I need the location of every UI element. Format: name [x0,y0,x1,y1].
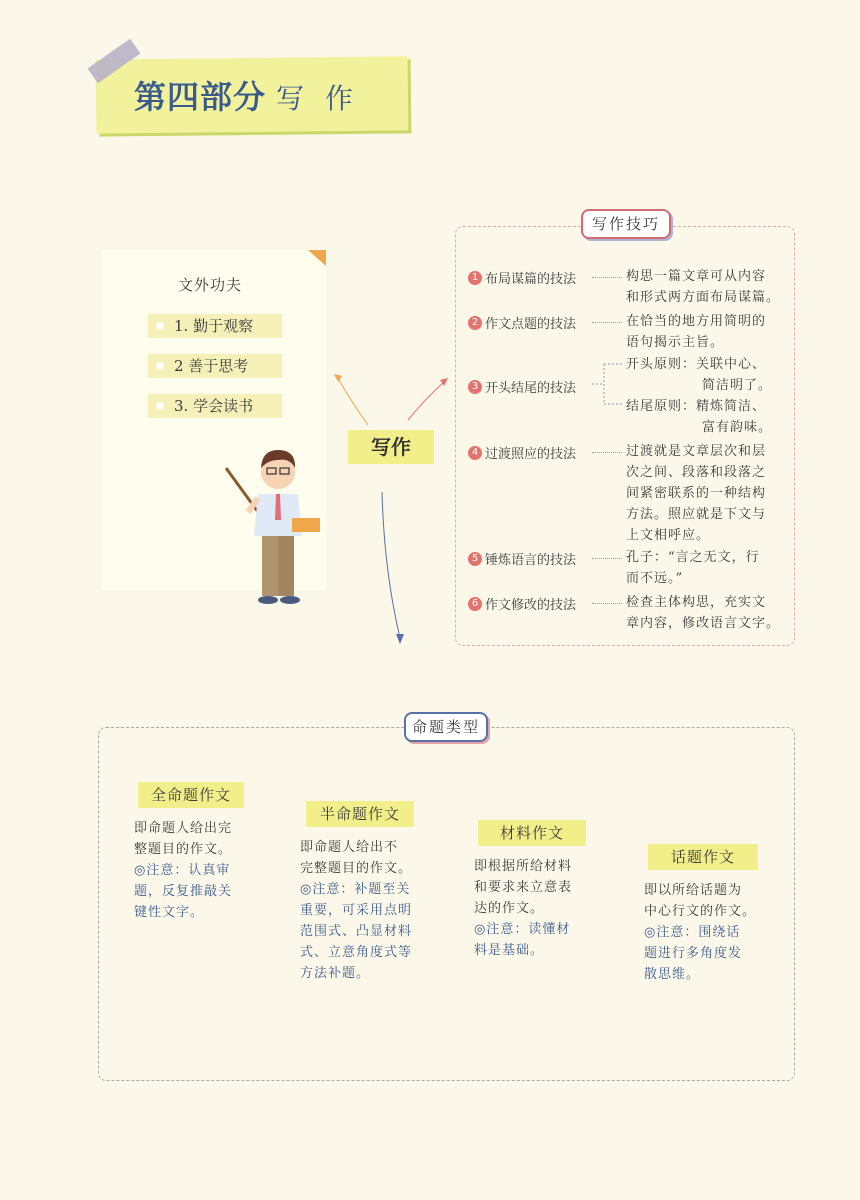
left-item: 3. 学会读书 [148,394,282,418]
type-label: 材料作文 [478,820,586,846]
types-title: 命题类型 [404,712,488,742]
technique-label: 1 布局谋篇的技法 [468,268,576,287]
teacher-illustration [218,440,328,610]
technique-label: 2 作文点题的技法 [468,313,576,332]
technique-desc: 检查主体构思，充实文 章内容，修改语言文字。 [626,595,781,631]
technique-desc: 过渡就是文章层次和层 次之间、段落和段落之 间紧密联系的一种结构 方法。照应就是下文与 上文相呼应。 [626,444,767,543]
page-title [134,72,359,118]
left-item: 1. 勤于观察 [148,314,282,338]
type-label: 全命题作文 [138,782,244,808]
technique-label: 4 过渡照应的技法 [468,443,576,462]
technique-label: 5 锤炼语言的技法 [468,549,576,568]
type-desc: 即以所给话题为 中心行文的作文。 ◎注意：围绕话 题进行多角度发 散思维。 [644,883,757,982]
technique-desc: 在恰当的地方用简明的 语句揭示主旨。 [626,314,767,350]
center-topic: 写作 [348,430,434,464]
note-corner [308,250,326,266]
part-label: 第四部分 [134,78,267,116]
technique-label: 3 开头结尾的技法 [468,377,576,396]
techniques-title: 写作技巧 [581,209,671,239]
type-desc: 即根据所给材料 和要求来立意表 达的作文。 ◎注意：读懂材 料是基础。 [474,859,573,958]
technique-desc: 孔子：“言之无文，行 而不远。” [626,550,760,586]
type-label: 半命题作文 [306,801,414,827]
technique-desc: 构思一篇文章可从内容 和形式两方面布局谋篇。 [626,269,781,305]
subject-label: 写 作 [276,82,359,115]
technique-sub: 开头原则：关联中心、 简洁明了。 结尾原则：精炼简洁、 富有韵味。 [626,357,773,435]
type-label: 话题作文 [648,844,758,870]
type-desc: 即命题人给出完 整题目的作文。 ◎注意：认真审 题，反复推敲关 键性文字。 [134,821,233,920]
left-item: 2 善于思考 [148,354,282,378]
left-title: 文外功夫 [178,276,243,294]
technique-label: 6 作文修改的技法 [468,594,576,613]
mindmap-arrows [330,370,460,650]
type-desc: 即命题人给出不 完整题目的作文。 ◎注意：补题至关 重要，可采用点明 范围式、凸显材料 式、立意角度式等 方法补题。 [300,840,413,981]
